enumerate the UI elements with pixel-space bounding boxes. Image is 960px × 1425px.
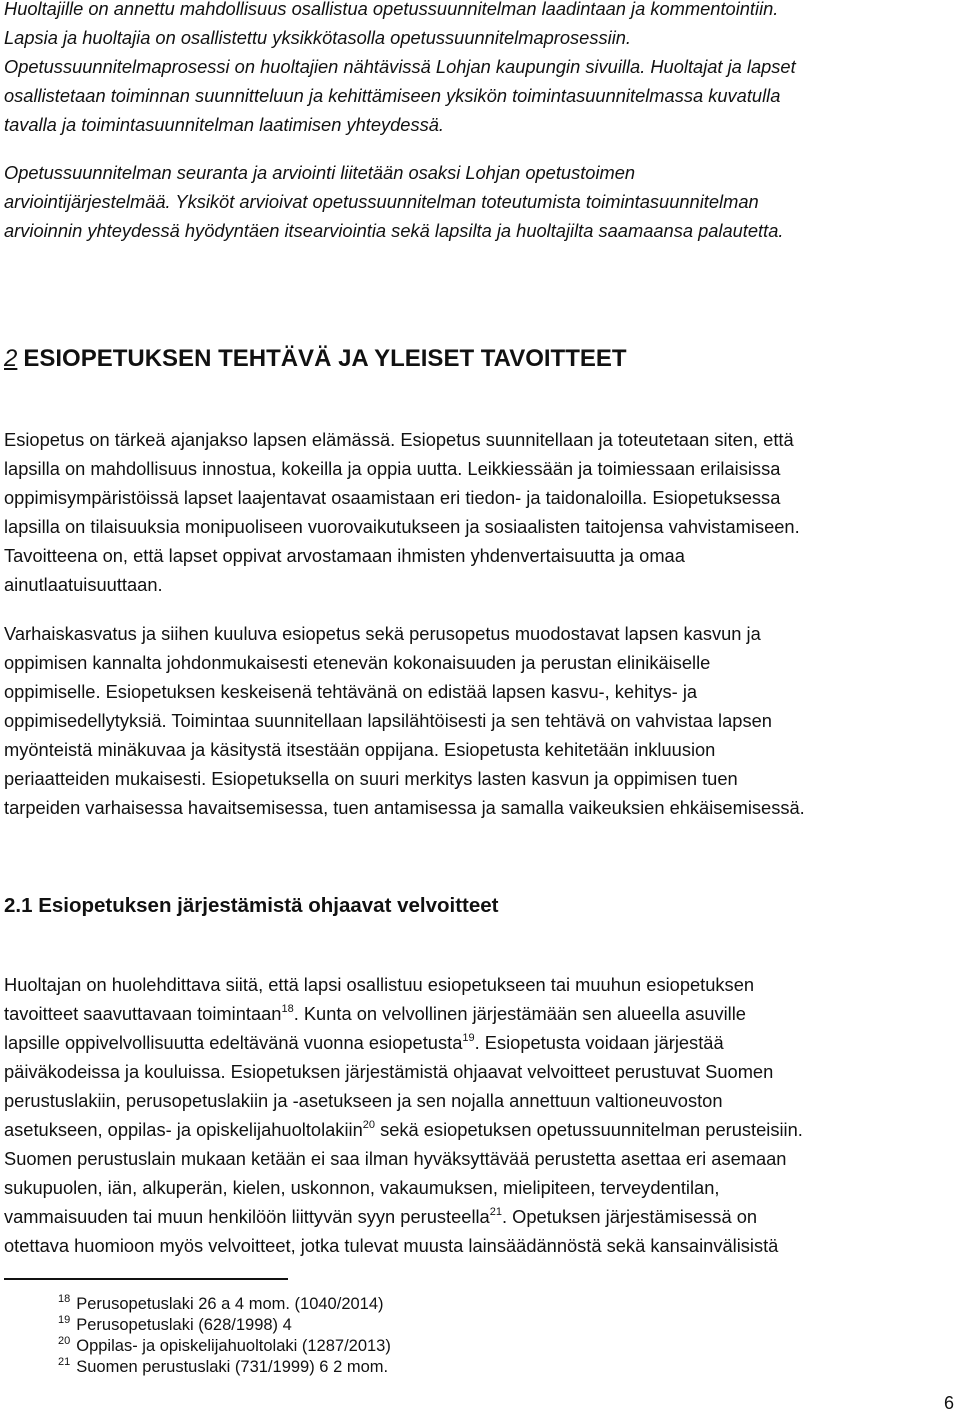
text-line: lapsilla on mahdollisuus innostua, kokeilla ja oppia uutta. Leikkiessään ja toimiessaan erilaisissa (4, 458, 781, 479)
text-line: tarpeiden varhaisessa havaitsemisessa, tuen antamisessa ja samalla vaikeuksien ehkäisemisessä. (4, 797, 805, 818)
text-line: oppimisedellytyksiä. Toimintaa suunnitellaan lapsilähtöisesti ja sen tehtävä on vahvistaa lapsen (4, 710, 772, 731)
text-line: Opetussuunnitelmaprosessi on huoltajien nähtävissä Lohjan kaupungin sivuilla. Huoltajat ja lapset (4, 56, 796, 77)
text-line: osallistetaan toiminnan suunnitteluun ja kehittämiseen yksikön toimintasuunnitelmassa kuvatulla (4, 85, 781, 106)
footnote: $^{19}$ Perusopetuslaki (628/1998) 4 (58, 1314, 292, 1334)
footnote-ref[interactable]: 18 (281, 1003, 294, 1015)
text-line: arvioinnin yhteydessä hyödyntäen itsearviointia sekä lapsilta ja huoltajilta saamaansa palautetta. (4, 220, 784, 241)
text-line: periaatteiden mukaisesti. Esiopetuksella on suuri merkitys lasten kasvun ja oppimisen tuen (4, 768, 738, 789)
text-line: oppimisen kannalta johdonmukaisesti etenevän kokonaisuuden ja perustan elinikäiselle (4, 652, 711, 673)
text-line: tavoitteet saavuttavaan toimintaan$^{18}$. Kunta on velvollinen järjestämään sen alueella asuville (4, 1003, 746, 1024)
text-line: Suomen perustuslain mukaan ketään ei saa ilman hyväksyttävää perustetta asettaa eri asemaan (4, 1148, 787, 1169)
footnote-ref[interactable]: 19 (462, 1032, 475, 1044)
footnotes (58, 1294, 391, 1378)
paragraph-task (4, 425, 956, 599)
text-line: sukupuolen, iän, alkuperän, kielen, uskonnon, vakaumuksen, mielipiteen, terveydentilan, (4, 1177, 720, 1198)
footnote: $^{20}$ Oppilas- ja opiskelijahuoltolaki (1287/2013) (58, 1335, 391, 1355)
intro-paragraph (4, 0, 956, 139)
text-line: ainutlaatuisuuttaan. (4, 574, 163, 595)
text-line: arviointijärjestelmää. Yksiköt arvioivat opetussuunnitelman toteutumista toimintasuunnitelman (4, 191, 759, 212)
text-line: Esiopetus on tärkeä ajanjakso lapsen elämässä. Esiopetus suunnitellaan ja toteutetaan siten, että (4, 429, 794, 450)
text-line: Lapsia ja huoltajia on osallistettu yksikkötasolla opetussuunnitelmaprosessiin. (4, 27, 631, 48)
chapter-heading (4, 341, 627, 377)
footnote-ref[interactable]: 20 (362, 1119, 375, 1131)
paragraph-continuum (4, 619, 956, 822)
text-line: vammaisuuden tai muun henkilöön liittyvän syyn perusteella$^{21}$. Opetuksen järjestämisessä on (4, 1206, 758, 1227)
chapter-number: 2 (4, 345, 18, 372)
page-number: 6 (943, 1393, 954, 1413)
text-line: Varhaiskasvatus ja siihen kuuluva esiopetus sekä perusopetus muodostavat lapsen kasvun ja (4, 623, 761, 644)
text-line: asetukseen, oppilas- ja opiskelijahuoltolakiin$^{20}$ sekä esiopetuksen opetussuunnitelman perusteisiin. (4, 1119, 803, 1140)
text-line: oppimiselle. Esiopetuksen keskeisenä tehtävänä on edistää lapsen kasvu-, kehitys- ja (4, 681, 698, 702)
text-line: Opetussuunnitelman seuranta ja arviointi liitetään osaksi Lohjan opetustoimen (4, 162, 636, 183)
text-line: Tavoitteena on, että lapset oppivat arvostamaan ihmisten yhdenvertaisuutta ja omaa (4, 545, 685, 566)
text-line: lapsilla on tilaisuuksia monipuoliseen vuorovaikutukseen ja sosiaalisten taitojensa vahvistamiseen. (4, 516, 800, 537)
text-line: tavalla ja toimintasuunnitelman laatimisen yhteydessä. (4, 114, 444, 135)
text-line: päiväkodeissa ja kouluissa. Esiopetuksen järjestämistä ohjaavat velvoitteet perustuvat Suomen (4, 1061, 774, 1082)
text-line: otettava huomioon myös velvoitteet, jotka tulevat muusta lainsäädännöstä sekä kansainvälisistä (4, 1235, 779, 1256)
footnote-divider (4, 1278, 288, 1280)
paragraph-obligations (4, 970, 956, 1260)
evaluation-paragraph (4, 158, 956, 245)
footnote: $^{21}$ Suomen perustuslaki (731/1999) 6 2 mom. (58, 1356, 389, 1376)
text-line: myönteistä minäkuvaa ja käsitystä itsestään oppijana. Esiopetusta kehitetään inkluusion (4, 739, 716, 760)
text-line: Huoltajan on huolehdittava siitä, että lapsi osallistuu esiopetukseen tai muuhun esiopetuksen (4, 974, 755, 995)
text-line: Huoltajille on annettu mahdollisuus osallistua opetussuunnitelman laadintaan ja kommentointiin. (4, 0, 779, 19)
footnote: $^{18}$ Perusopetuslaki 26 a 4 mom. (1040/2014) (58, 1293, 384, 1313)
footnote-ref[interactable]: 21 (489, 1206, 502, 1218)
text-line: oppimisympäristöissä lapset laajentavat osaamistaan eri tiedon- ja taidonaloilla. Esiopetuksessa (4, 487, 781, 508)
chapter-title: ESIOPETUKSEN TEHTÄVÄ JA YLEISET TAVOITTEET (23, 345, 627, 372)
text-line: lapsille oppivelvollisuutta edeltävänä vuonna esiopetusta$^{19}$. Esiopetusta voidaan järjestää (4, 1032, 724, 1053)
text-line: perustuslakiin, perusopetuslakiin ja -asetukseen ja sen nojalla annettuun valtioneuvoston (4, 1090, 723, 1111)
section-heading: 2.1 Esiopetuksen järjestämistä ohjaavat velvoitteet (4, 894, 499, 917)
